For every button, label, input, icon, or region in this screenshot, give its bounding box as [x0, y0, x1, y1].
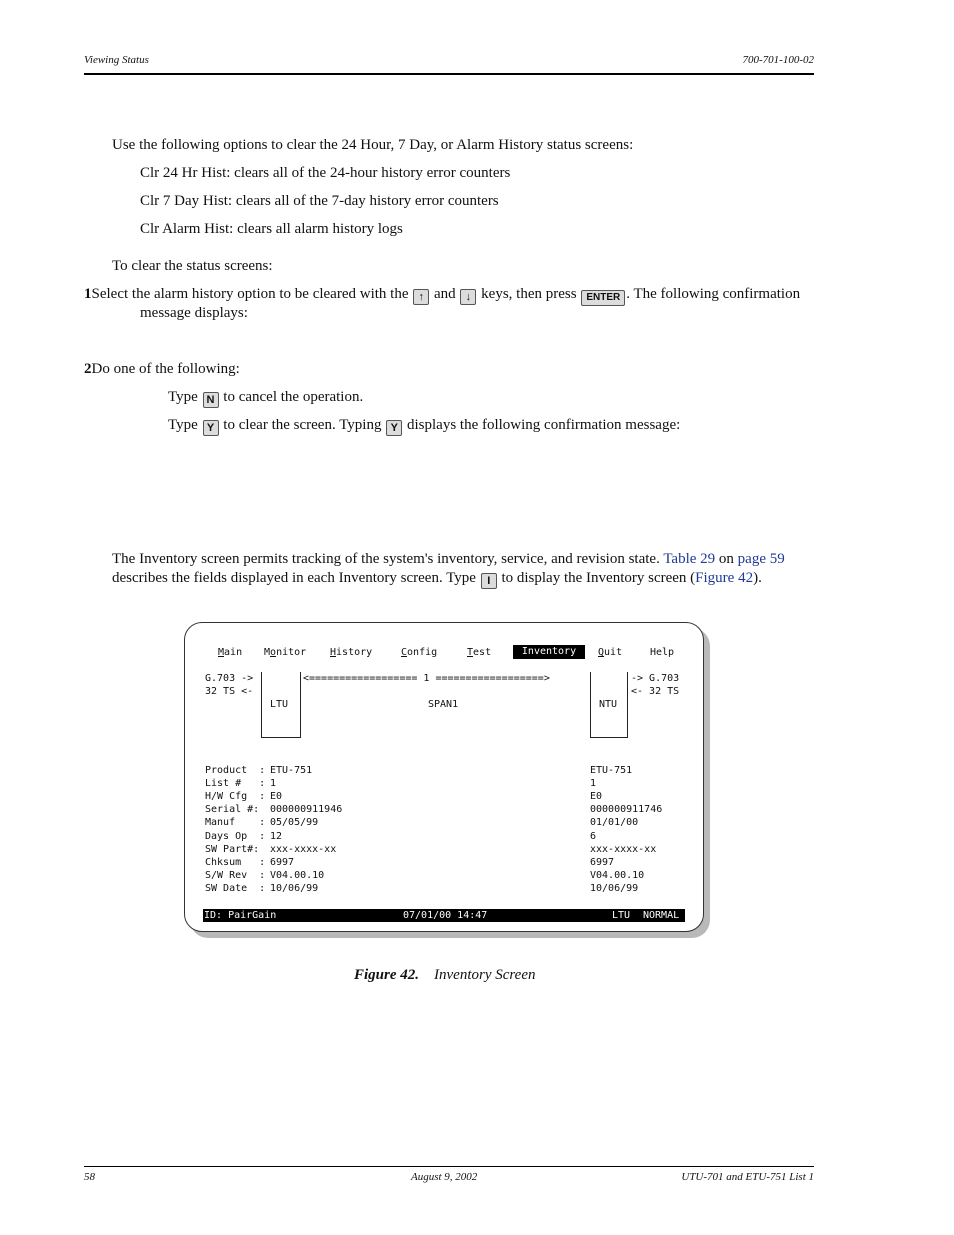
ltu-field-value: 1 — [270, 778, 277, 790]
step2-number: 2 — [84, 361, 92, 377]
terminal-status-bar — [203, 909, 685, 922]
ntu-field-value: 1 — [590, 778, 597, 790]
field-label: SW Date : — [205, 882, 266, 894]
field-label: S/W Rev : — [205, 869, 266, 881]
footer-doc-title: UTU-701 and ETU-751 List 1 — [681, 1171, 814, 1183]
ltu-field-value: ETU-751 — [270, 765, 313, 776]
ltu-field-value: 000000911946 — [270, 804, 343, 816]
menu-monitor: Monitor — [264, 647, 307, 658]
menu-history: History — [330, 647, 373, 658]
figure-caption — [354, 967, 536, 984]
ntu-field-value: ETU-751 — [590, 765, 633, 776]
span-name: SPAN1 — [428, 699, 459, 710]
step2-option-clear: Type Y to clear the screen. Typing Y displays the following confirmation message: — [168, 417, 681, 434]
header-rule — [84, 73, 814, 75]
option-clr-24hr: Clr 24 Hr Hist: clears all of the 24-hour history error counters — [140, 165, 511, 181]
right-label-g703: -> G.703 — [631, 673, 680, 684]
field-label: Manuf : — [205, 817, 266, 829]
status-id: ID: PairGain — [204, 910, 277, 921]
footer-rule — [84, 1166, 814, 1167]
inventory-para-line1: The Inventory screen permits tracking of the system's inventory, service, and revision state. Table 29 on page 59 — [112, 551, 785, 567]
menu-main: Main — [218, 647, 243, 658]
field-label: SW Part#: — [205, 843, 260, 855]
left-label-32ts: 32 TS <- — [205, 686, 254, 697]
ltu-field-value: xxx-xxxx-xx — [270, 843, 337, 855]
option-clr-7day: Clr 7 Day Hist: clears all of the 7-day history error counters — [140, 193, 499, 209]
menu-quit: Quit — [598, 647, 623, 658]
ntu-field-value: 10/06/99 — [590, 882, 639, 894]
step1-line1: 1Select the alarm history option to be cleared with the ↑ and ↓ keys, then press ENTER . The following confirmation — [84, 285, 800, 306]
ltu-label: LTU — [270, 699, 289, 710]
ltu-field-value: 12 — [270, 830, 283, 842]
left-label-g703: G.703 -> — [205, 673, 254, 684]
ntu-field-value: 01/01/00 — [590, 817, 639, 829]
span-line: <================== 1 ==================> — [303, 673, 550, 684]
ntu-field-value: xxx-xxxx-xx — [590, 843, 657, 855]
ltu-field-value: 6997 — [270, 856, 295, 868]
up-arrow-key-icon: ↑ — [413, 289, 429, 305]
ltu-box-bottom — [261, 737, 301, 738]
field-label: Product : — [205, 765, 266, 776]
step2-line: 2Do one of the following: — [84, 361, 240, 377]
status-unit: LTU — [612, 910, 631, 921]
table-29-link[interactable]: Table 29 — [663, 551, 716, 567]
right-label-32ts: <- 32 TS — [631, 686, 680, 697]
i-key-icon: I — [481, 573, 497, 589]
step1-number: 1 — [84, 286, 92, 302]
inventory-para-line2: describes the fields displayed in each Inventory screen. Type I to display the Inventory screen (Figure 42). — [112, 570, 762, 587]
ltu-field-value: 05/05/99 — [270, 817, 319, 829]
ltu-field-value: V04.00.10 — [270, 869, 325, 881]
ntu-field-value: V04.00.10 — [590, 869, 645, 881]
step1-line2: message displays: — [140, 305, 248, 321]
enter-key-icon: ENTER — [581, 290, 625, 306]
header-section-title: Viewing Status — [84, 54, 149, 66]
y-key-icon: Y — [203, 420, 219, 436]
ltu-field-value: E0 — [270, 791, 283, 803]
ntu-label: NTU — [599, 699, 618, 710]
figure-caption-title: Inventory Screen — [434, 967, 536, 983]
menu-config: Config — [401, 647, 438, 658]
footer-date: August 9, 2002 — [411, 1171, 478, 1183]
option-clr-alarm: Clr Alarm Hist: clears all alarm history logs — [140, 221, 403, 237]
field-label: List # : — [205, 778, 266, 790]
field-label: Days Op : — [205, 830, 266, 842]
page-59-link[interactable]: page 59 — [737, 551, 785, 567]
header-doc-number: 700-701-100-02 — [742, 54, 814, 66]
step2-option-cancel: Type N to cancel the operation. — [168, 389, 364, 406]
field-label: H/W Cfg : — [205, 791, 266, 803]
ntu-field-value: 6997 — [590, 856, 615, 868]
status-datetime: 07/01/00 14:47 — [403, 910, 488, 921]
figure-42-link[interactable]: Figure 42 — [695, 570, 754, 586]
menu-test: Test — [467, 647, 492, 658]
ntu-field-value: 000000911746 — [590, 804, 663, 816]
status-state: NORMAL — [643, 910, 680, 921]
intro-text: Use the following options to clear the 24 Hour, 7 Day, or Alarm History status screens: — [112, 137, 634, 153]
to-clear-text: To clear the status screens: — [112, 258, 273, 274]
ntu-box-bottom — [590, 737, 628, 738]
footer-page-number: 58 — [84, 1171, 95, 1183]
field-label: Serial #: — [205, 804, 260, 816]
down-arrow-key-icon: ↓ — [460, 289, 476, 305]
field-label: Chksum : — [205, 856, 266, 868]
menu-inventory-selected: Inventory — [513, 645, 585, 659]
y-key-icon: Y — [386, 420, 402, 436]
figure-caption-label: Figure 42. — [354, 967, 420, 983]
ltu-field-value: 10/06/99 — [270, 882, 319, 894]
menu-help: Help — [650, 647, 675, 658]
ntu-field-value: 6 — [590, 830, 597, 842]
ntu-field-value: E0 — [590, 791, 603, 803]
n-key-icon: N — [203, 392, 219, 408]
